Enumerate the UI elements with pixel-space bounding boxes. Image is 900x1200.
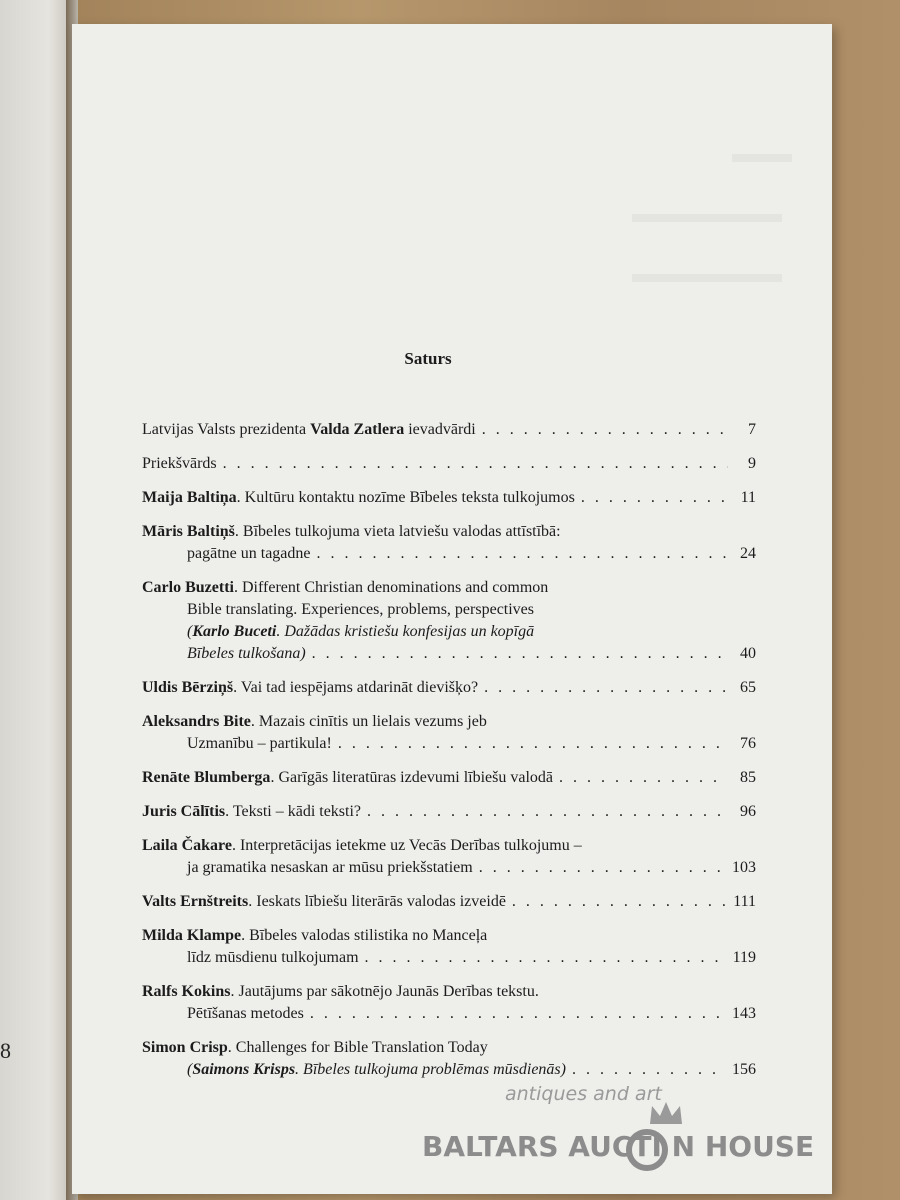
toc-author: Saimons Krisps [192,1061,296,1078]
toc-entry [142,419,756,441]
toc-line-text [142,577,548,599]
toc-line [142,677,756,699]
toc-page-number: 24 [740,545,756,562]
toc-line-text [142,677,478,699]
toc-line-text [142,801,361,823]
toc-title-text: Bībeles tulkošana) [187,645,306,662]
toc-line [142,801,756,823]
book-page [72,24,832,1194]
toc-entry [142,1037,756,1081]
toc-line-text [187,1003,304,1025]
toc-leader-dots [482,419,728,441]
toc-author: Juris Cālītis [142,803,226,820]
toc-entry [142,925,756,969]
toc-entry [142,577,756,665]
toc-line [142,577,756,599]
toc-entry [142,835,756,879]
toc-line-text [142,711,487,733]
toc-title-text: Priekšvārds [142,455,217,472]
toc-title-text: . Bībeles tulkojuma vieta latviešu valodas attīstībā: [234,523,561,540]
toc-author: Māris Baltiņš [142,523,235,540]
toc-leader-dots [223,453,728,475]
toc-entry [142,487,756,509]
toc-line-text [187,733,332,755]
toc-title-text: līdz mūsdienu tulkojumam [187,949,359,966]
toc-line-text [187,857,473,879]
toc-title-text: . Jautājums par sākotnējo Jaunās Derības tekstu. [230,983,539,1000]
toc-line [142,835,756,857]
toc-line [142,947,756,969]
toc-line-text [187,643,306,665]
toc-line [142,419,756,441]
toc-page-number: 156 [732,1061,756,1078]
toc-line [142,857,756,879]
toc-line-text [142,767,553,789]
toc-line [142,453,756,475]
toc-leader-dots [338,733,728,755]
toc-leader-dots [484,677,728,699]
toc-page-number: 119 [732,949,756,966]
toc-title-text: Bible translating. Experiences, problems, perspectives [187,601,535,618]
toc-leader-dots [312,643,728,665]
toc-page-number: 143 [732,1005,756,1022]
toc-title-text: . Kultūru kontaktu nozīme Bībeles teksta tulkojumos [236,489,575,506]
show-through-text [732,154,792,162]
watermark-tagline: antiques and art [505,1083,662,1105]
toc-page-number: 111 [733,893,756,910]
left-page-edge [0,0,70,1200]
toc-author: Valda Zatlera [310,421,405,438]
toc-title-text: . Mazais cinītis un lielais vezums jeb [250,713,487,730]
page-title: Saturs [404,349,452,368]
toc-title-text: . Ieskats lībiešu literārās valodas izveidē [248,893,506,910]
toc-line-text [187,543,311,565]
toc-author: Laila Čakare [142,837,232,854]
toc-line-text [142,891,506,913]
toc-title-text: Pētīšanas metodes [187,1005,304,1022]
toc-page-number: 7 [748,421,756,438]
toc-title-text: . Dažādas kristiešu konfesijas un kopīgā [276,623,535,640]
toc-author: Uldis Bērziņš [142,679,234,696]
toc-author: Valts Ernštreits [142,893,249,910]
toc-author: Renāte Blumberga [142,769,271,786]
toc-line [142,1037,756,1059]
toc-page-number: 11 [740,489,756,506]
toc-line [142,543,756,565]
toc-line [142,925,756,947]
toc-line-text [142,487,575,509]
toc-title-text: ( [187,623,193,640]
toc-title-text: . Teksti – kādi teksti? [225,803,362,820]
toc-line-text [142,1037,488,1059]
toc-page-number: 76 [740,735,756,752]
toc-line [142,733,756,755]
toc-page-number: 65 [740,679,756,696]
toc-leader-dots [581,487,728,509]
toc-title-text: . Challenges for Bible Translation Today [227,1039,488,1056]
toc-line-text [187,1059,566,1081]
toc-line-text [142,453,217,475]
toc-page-number: 40 [740,645,756,662]
toc-title-text: Latvijas Valsts prezidenta [142,421,311,438]
toc-author: Maija Baltiņa [142,489,237,506]
toc-line [142,891,756,913]
toc-title-text: . Bībeles valodas stilistika no Manceļa [241,927,488,944]
left-page-number: 8 [0,1038,11,1063]
toc-title-text: pagātne un tagadne [187,545,311,562]
toc-leader-dots [310,1003,726,1025]
toc-leader-dots [317,543,729,565]
toc-title-text: . Garīgās literatūras izdevumi lībiešu valodā [270,769,554,786]
toc-entry [142,891,756,913]
toc-entry [142,711,756,755]
toc-title-text: Uzmanību – partikula! [187,735,332,752]
watermark-o-ring [625,1128,669,1172]
toc-page-number: 85 [740,769,756,786]
toc-line [142,981,756,1003]
toc-leader-dots [512,891,727,913]
toc-line-text [142,925,487,947]
toc-line-text [187,599,534,621]
show-through-text [632,214,782,222]
toc-author: Carlo Buzetti [142,579,234,596]
toc-leader-dots [479,857,726,879]
toc-title-text: ( [187,1061,193,1078]
toc-line-text [187,621,534,643]
table-of-contents [142,419,756,1093]
toc-page-number: 9 [748,455,756,472]
toc-author: Simon Crisp [142,1039,228,1056]
toc-title-text: ja gramatika nesaskan ar mūsu priekšstatiem [187,859,473,876]
toc-title-text: . Different Christian denominations and common [233,579,549,596]
toc-entry [142,981,756,1025]
toc-line-text [187,947,359,969]
toc-entry [142,767,756,789]
toc-line-text [142,419,476,441]
toc-line [142,599,756,621]
toc-line [142,1003,756,1025]
toc-leader-dots [572,1059,726,1081]
show-through-text [632,274,782,282]
toc-title-text: ievadvārdi [404,421,476,438]
crown-icon [648,1100,684,1126]
toc-entry [142,801,756,823]
toc-line [142,1059,756,1081]
toc-title-text: . Interpretācijas ietekme uz Vecās Derības tulkojumu – [231,837,582,854]
toc-leader-dots [367,801,728,823]
toc-leader-dots [365,947,727,969]
toc-entry [142,453,756,475]
toc-author: Milda Klampe [142,927,242,944]
toc-author: Karlo Buceti [192,623,277,640]
toc-line [142,767,756,789]
toc-leader-dots [559,767,728,789]
watermark-logo: BALTARS AUCTI N HOUSE [422,1130,815,1163]
toc-line [142,621,756,643]
toc-title-text: . Vai tad iespējams atdarināt dievišķo? [233,679,479,696]
toc-author: Ralfs Kokins [142,983,231,1000]
toc-line [142,521,756,543]
toc-line [142,643,756,665]
toc-line [142,711,756,733]
toc-line-text [142,835,582,857]
toc-title-text: . Bībeles tulkojuma problēmas mūsdienās) [295,1061,566,1078]
toc-page-number: 103 [732,859,756,876]
toc-line-text [142,981,539,1003]
toc-entry [142,677,756,699]
toc-entry [142,521,756,565]
toc-line-text [142,521,561,543]
toc-page-number: 96 [740,803,756,820]
toc-line [142,487,756,509]
toc-author: Aleksandrs Bite [142,713,251,730]
